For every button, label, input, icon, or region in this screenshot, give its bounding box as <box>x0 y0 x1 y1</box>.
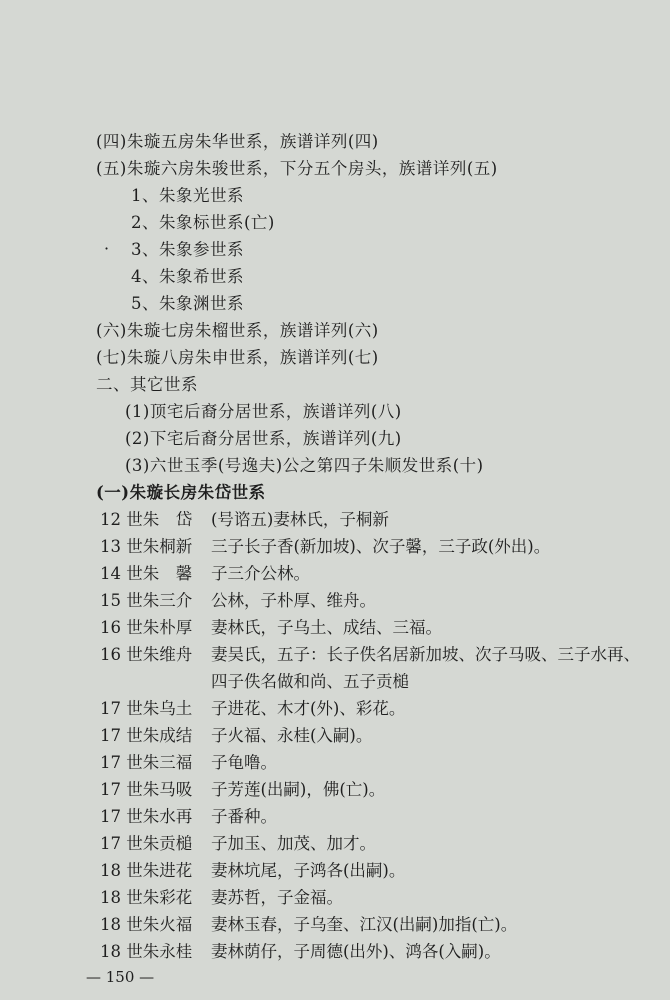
generation-desc: 子三介公林。 <box>211 564 310 583</box>
generation-name: 18 世朱进花 <box>100 861 193 880</box>
toc-line: (2)下宅后裔分居世系，族谱详列(九) <box>125 429 402 448</box>
toc-line: 1、朱象光世系 <box>131 186 244 205</box>
toc-line: (七)朱璇八房朱申世系，族谱详列(七) <box>96 348 379 367</box>
generation-name: 17 世朱马吸 <box>100 780 193 799</box>
toc-line: 4、朱象希世系 <box>131 267 244 286</box>
generation-desc: 三子长子香(新加坡)、次子馨，三子政(外出)。 <box>211 537 551 556</box>
generation-desc: 妻林坑尾，子鸿各(出嗣)。 <box>211 861 406 880</box>
generation-desc: 子番种。 <box>211 807 277 826</box>
toc-line: (五)朱璇六房朱骏世系，下分五个房头，族谱详列(五) <box>96 159 498 178</box>
generation-name: 17 世朱成结 <box>100 726 193 745</box>
page-number: — 150 — <box>86 968 155 986</box>
toc-line: 2、朱象标世系(亡) <box>131 213 275 232</box>
toc-line: (1)顶宅后裔分居世系，族谱详列(八) <box>125 402 402 421</box>
generation-name: 17 世朱贡槌 <box>100 834 193 853</box>
toc-line: 3、朱象参世系 <box>131 240 244 259</box>
stray-mark: · <box>104 239 110 258</box>
toc-line: 二、其它世系 <box>96 375 198 394</box>
generation-name: 15 世朱三介 <box>100 591 193 610</box>
generation-desc: (号谘五)妻林氏，子桐新 <box>211 510 389 529</box>
generation-name: 16 世朱朴厚 <box>100 618 193 637</box>
generation-desc: 妻林玉春，子乌奎、江汉(出嗣)加指(亡)。 <box>211 915 518 934</box>
generation-desc: 四子佚名做和尚、五子贡槌 <box>211 672 409 691</box>
generation-desc: 子火福、永桂(入嗣)。 <box>211 726 373 745</box>
toc-line: (六)朱璇七房朱榴世系，族谱详列(六) <box>96 321 379 340</box>
generation-desc: 子芳莲(出嗣)，佛(亡)。 <box>211 780 386 799</box>
generation-desc: 妻林氏，子乌土、成结、三福。 <box>211 618 442 637</box>
toc-line: (四)朱璇五房朱华世系，族谱详列(四) <box>96 132 379 151</box>
toc-line: 5、朱象渊世系 <box>131 294 244 313</box>
section-heading: (一)朱璇长房朱岱世系 <box>96 483 266 502</box>
generation-name: 17 世朱乌土 <box>100 699 193 718</box>
generation-desc: 子进花、木才(外)、彩花。 <box>211 699 406 718</box>
generation-name: 17 世朱水再 <box>100 807 193 826</box>
generation-name: 12 世朱 岱 <box>100 510 193 529</box>
generation-desc: 子加玉、加茂、加才。 <box>211 834 376 853</box>
generation-name: 18 世朱永桂 <box>100 942 193 961</box>
generation-name: 18 世朱火福 <box>100 915 193 934</box>
generation-desc: 妻苏哲，子金福。 <box>211 888 343 907</box>
toc-line: (3)六世玉季(号逸夫)公之第四子朱顺发世系(十) <box>125 456 484 475</box>
generation-desc: 妻林荫仔，子周德(出外)、鸿各(入嗣)。 <box>211 942 501 961</box>
generation-name: 18 世朱彩花 <box>100 888 193 907</box>
generation-name: 13 世朱桐新 <box>100 537 193 556</box>
generation-name: 14 世朱 馨 <box>100 564 193 583</box>
generation-desc: 公林，子朴厚、维舟。 <box>211 591 376 610</box>
generation-desc: 妻吴氏，五子：长子佚名居新加坡、次子马吸、三子水再、 <box>211 645 640 664</box>
generation-name: 16 世朱维舟 <box>100 645 193 664</box>
generation-desc: 子龟噜。 <box>211 753 277 772</box>
generation-name: 17 世朱三福 <box>100 753 193 772</box>
